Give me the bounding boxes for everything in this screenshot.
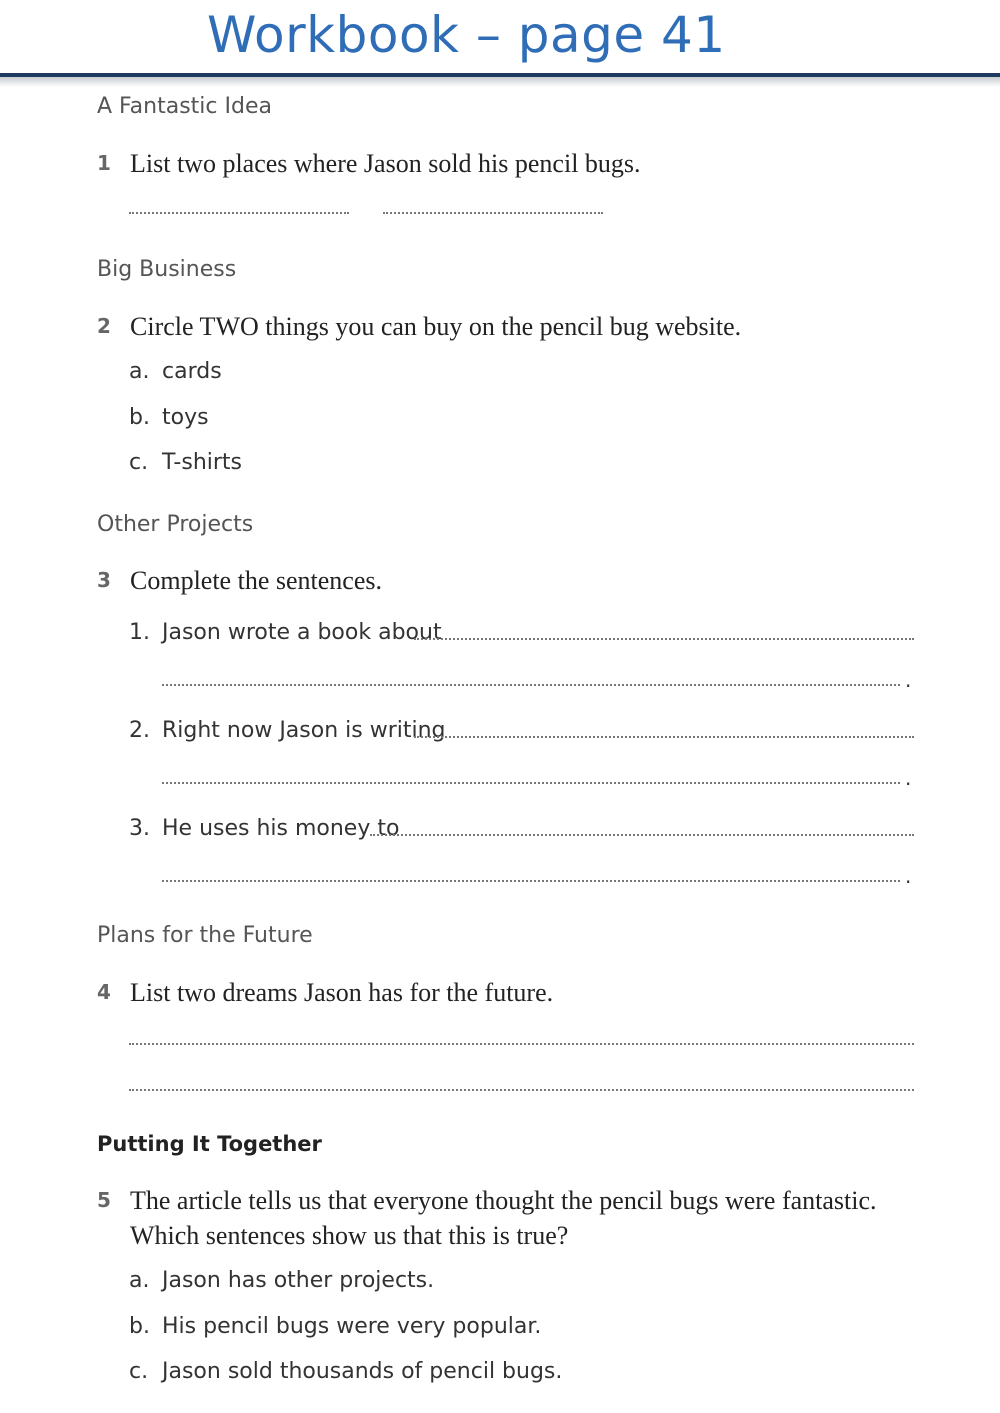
option-b[interactable] [129, 1314, 541, 1339]
option-text: His pencil bugs were very popular. [162, 1314, 542, 1339]
sentence-item-1 [129, 620, 442, 645]
question-text: The article tells us that everyone thought the pencil bugs were fantastic. Which sentences show us that this is true? [130, 1186, 877, 1250]
section-heading: A Fantastic Idea [97, 94, 272, 119]
answer-blank[interactable] [162, 684, 900, 686]
question-1 [97, 146, 917, 181]
option-text: toys [162, 405, 209, 430]
period-mark: . [905, 668, 912, 692]
option-text: cards [162, 359, 222, 384]
answer-blank[interactable] [414, 638, 914, 640]
option-a[interactable] [129, 1268, 434, 1293]
answer-blank[interactable] [383, 212, 603, 214]
question-4 [97, 975, 917, 1010]
question-3 [97, 563, 917, 598]
question-5 [97, 1183, 917, 1253]
option-letter: b. [129, 405, 150, 430]
option-letter: a. [129, 359, 150, 384]
item-text: Right now Jason is writing [162, 718, 446, 743]
answer-blank[interactable] [162, 880, 900, 882]
question-number: 1 [97, 151, 111, 175]
option-text: Jason has other projects. [162, 1268, 435, 1293]
question-text: Circle TWO things you can buy on the pencil bug website. [130, 312, 742, 341]
section-heading: Big Business [97, 257, 237, 282]
section-heading: Other Projects [97, 512, 254, 537]
section-heading: Putting It Together [97, 1132, 322, 1156]
question-text: List two dreams Jason has for the future. [130, 978, 554, 1007]
answer-blank[interactable] [414, 736, 914, 738]
item-number: 1. [129, 620, 150, 645]
sentence-item-2 [129, 718, 446, 743]
question-text: Complete the sentences. [130, 566, 382, 595]
period-mark: . [905, 766, 912, 790]
option-text: T-shirts [162, 450, 243, 475]
item-number: 2. [129, 718, 150, 743]
answer-blank[interactable] [129, 1089, 914, 1091]
answer-blank[interactable] [129, 1043, 914, 1045]
title-divider-shadow [0, 77, 1000, 87]
answer-blank[interactable] [162, 782, 900, 784]
option-c[interactable] [129, 1359, 562, 1384]
answer-blank[interactable] [129, 212, 349, 214]
option-letter: b. [129, 1314, 150, 1339]
question-number: 4 [97, 980, 111, 1004]
question-text: List two places where Jason sold his pencil bugs. [130, 149, 641, 178]
item-number: 3. [129, 816, 150, 841]
item-text: Jason wrote a book about [162, 620, 442, 645]
option-letter: a. [129, 1268, 150, 1293]
section-heading: Plans for the Future [97, 923, 313, 948]
question-number: 3 [97, 568, 111, 592]
question-number: 2 [97, 314, 111, 338]
question-number: 5 [97, 1188, 111, 1212]
option-letter: c. [129, 1359, 149, 1384]
question-2 [97, 309, 917, 344]
option-letter: c. [129, 450, 149, 475]
page-title: Workbook – page 41 [207, 6, 726, 64]
period-mark: . [905, 864, 912, 888]
option-b[interactable] [129, 405, 209, 430]
item-text: He uses his money to [162, 816, 400, 841]
option-a[interactable] [129, 359, 222, 384]
option-c[interactable] [129, 450, 242, 475]
answer-blank[interactable] [370, 834, 914, 836]
option-text: Jason sold thousands of pencil bugs. [162, 1359, 563, 1384]
sentence-item-3 [129, 816, 399, 841]
